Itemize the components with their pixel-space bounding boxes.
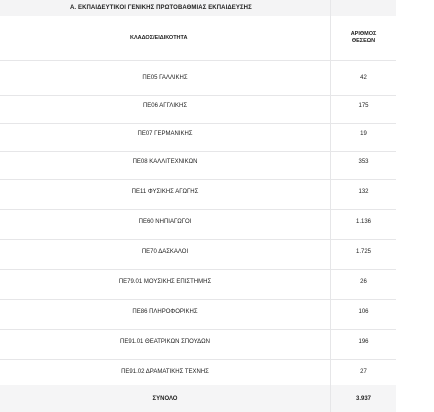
- row-specialty: ΠΕ08 ΚΑΛΛΙΤΕΧΝΙΚΩΝ: [132, 159, 198, 165]
- row-positions: 42: [330, 61, 396, 95]
- row-positions: 1.725: [330, 235, 396, 269]
- header-positions: [330, 16, 396, 60]
- row-specialty: ΠΕ06 ΑΓΓΛΙΚΗΣ: [142, 103, 188, 109]
- table-total-row: [0, 385, 396, 412]
- row-specialty: ΠΕ79.01 ΜΟΥΣΙΚΗΣ ΕΠΙΣΤΗΜΗΣ: [118, 279, 212, 285]
- row-specialty: ΠΕ86 ΠΛΗΡΟΦΟΡΙΚΗΣ: [132, 309, 198, 315]
- row-positions: 353: [330, 145, 396, 179]
- total-value: 3.937: [330, 385, 396, 412]
- row-specialty: ΠΕ11 ΦΥΣΙΚΗΣ ΑΓΩΓΗΣ: [131, 189, 199, 195]
- row-positions: 106: [330, 295, 396, 329]
- table-title: Α. ΕΚΠΑΙΔΕΥΤΙΚΟΙ ΓΕΝΙΚΗΣ ΠΡΩΤΟΒΑΘΜΙΑΣ ΕΚΠΑΙΔΕΥΣΗΣ: [0, 0, 330, 16]
- header-positions-line1: ΑΡΙΘΜΟΣ: [350, 31, 377, 37]
- row-positions: 175: [330, 89, 396, 123]
- row-specialty: ΠΕ91.02 ΔΡΑΜΑΤΙΚΗΣ ΤΕΧΝΗΣ: [121, 369, 209, 375]
- table-header-row: [0, 16, 396, 61]
- header-specialty: ΚΛΑΔΟΣ/ΕΙΔΙΚΟΤΗΤΑ: [130, 34, 188, 41]
- page-margin: [396, 0, 434, 412]
- row-positions: 132: [330, 175, 396, 209]
- row-specialty: ΠΕ05 ΓΑΛΛΙΚΗΣ: [142, 75, 188, 81]
- table-title-row: [0, 0, 396, 16]
- table-title-empty-cell: [330, 0, 396, 16]
- row-positions: 26: [330, 265, 396, 299]
- row-positions: 27: [330, 355, 396, 389]
- row-specialty: ΠΕ07 ΓΕΡΜΑΝΙΚΗΣ: [137, 131, 193, 137]
- row-positions: 19: [330, 117, 396, 151]
- row-positions: 1.136: [330, 205, 396, 239]
- row-specialty: ΠΕ91.01 ΘΕΑΤΡΙΚΩΝ ΣΠΟΥΔΩΝ: [120, 339, 210, 345]
- row-specialty: ΠΕ60 ΝΗΠΙΑΓΩΓΟΙ: [138, 219, 192, 225]
- row-positions: 196: [330, 325, 396, 359]
- total-label: ΣΥΝΟΛΟ: [0, 385, 330, 412]
- header-positions-line2: ΘΕΣΕΩΝ: [351, 38, 376, 44]
- row-specialty: ΠΕ70 ΔΑΣΚΑΛΟΙ: [141, 249, 189, 255]
